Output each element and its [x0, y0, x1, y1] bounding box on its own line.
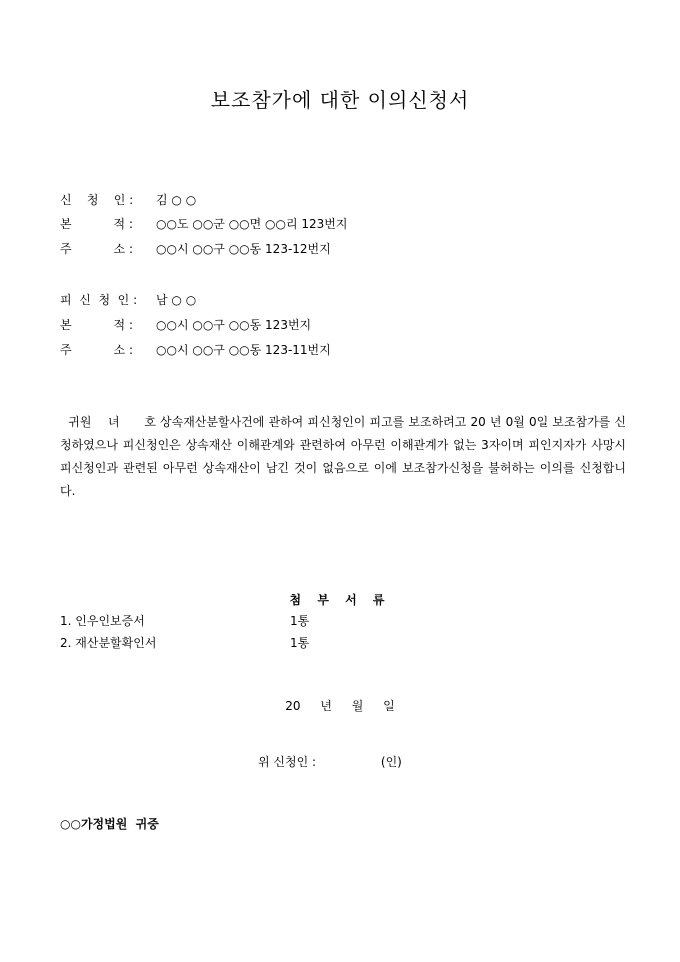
document-title: 보조참가에 대한 이의신청서: [210, 88, 470, 112]
applicant-name: 김 ○ ○: [156, 193, 197, 207]
applicant-domicile: ○○도 ○○군 ○○면 ○○리 123번지: [156, 217, 348, 231]
applicant-address: ○○시 ○○구 ○○동 123-12번지: [156, 242, 331, 256]
signature-line: 위 신청인 : (인): [258, 755, 402, 769]
attachment-item: [60, 635, 309, 651]
respondent-name-label: 피 신 청 인 :: [60, 293, 138, 307]
respondent-address-row: [60, 342, 331, 358]
attachment-name: 1. 인우인보증서: [60, 614, 145, 628]
body-paragraph: 귀원 녀 호 상속재산분할사건에 관하여 피신청인이 피고를 보조하려고 20 년 0월 0일 보조참가를 신청하였으나 피신청인은 상속재산 이해관계와 관련하여 아무런 이해관계가 없는 3자이며 피인지자가 사망시 피신청인과 관련된 아무런 상속재산이 남긴 것이 없음으로 이에 보조참가신청을 불허하는 이의를 신청합니다.: [60, 415, 630, 498]
respondent-name: 남 ○ ○: [156, 293, 197, 307]
attachment-item: [60, 613, 309, 629]
respondent-domicile-label: 본 적 :: [60, 318, 134, 332]
attachment-count: 1통: [290, 636, 310, 650]
applicant-name-row: [60, 192, 196, 208]
respondent-domicile: ○○시 ○○구 ○○동 123번지: [156, 318, 312, 332]
respondent-domicile-row: [60, 317, 311, 333]
applicant-address-row: [60, 241, 331, 257]
attachment-count: 1통: [290, 614, 310, 628]
attachment-name: 2. 재산분할확인서: [60, 636, 157, 650]
date-line: 20 년 월 일: [285, 699, 395, 713]
court-addressee: ○○가정법원 귀중: [60, 817, 159, 831]
respondent-name-row: [60, 292, 196, 308]
applicant-address-label: 주 소 :: [60, 242, 134, 256]
applicant-domicile-label: 본 적 :: [60, 217, 134, 231]
respondent-address-label: 주 소 :: [60, 343, 134, 357]
attachments-heading: 첨 부 서 류: [289, 593, 391, 607]
applicant-name-label: 신 청 인 :: [60, 193, 134, 207]
applicant-domicile-row: [60, 216, 347, 232]
respondent-address: ○○시 ○○구 ○○동 123-11번지: [156, 343, 331, 357]
